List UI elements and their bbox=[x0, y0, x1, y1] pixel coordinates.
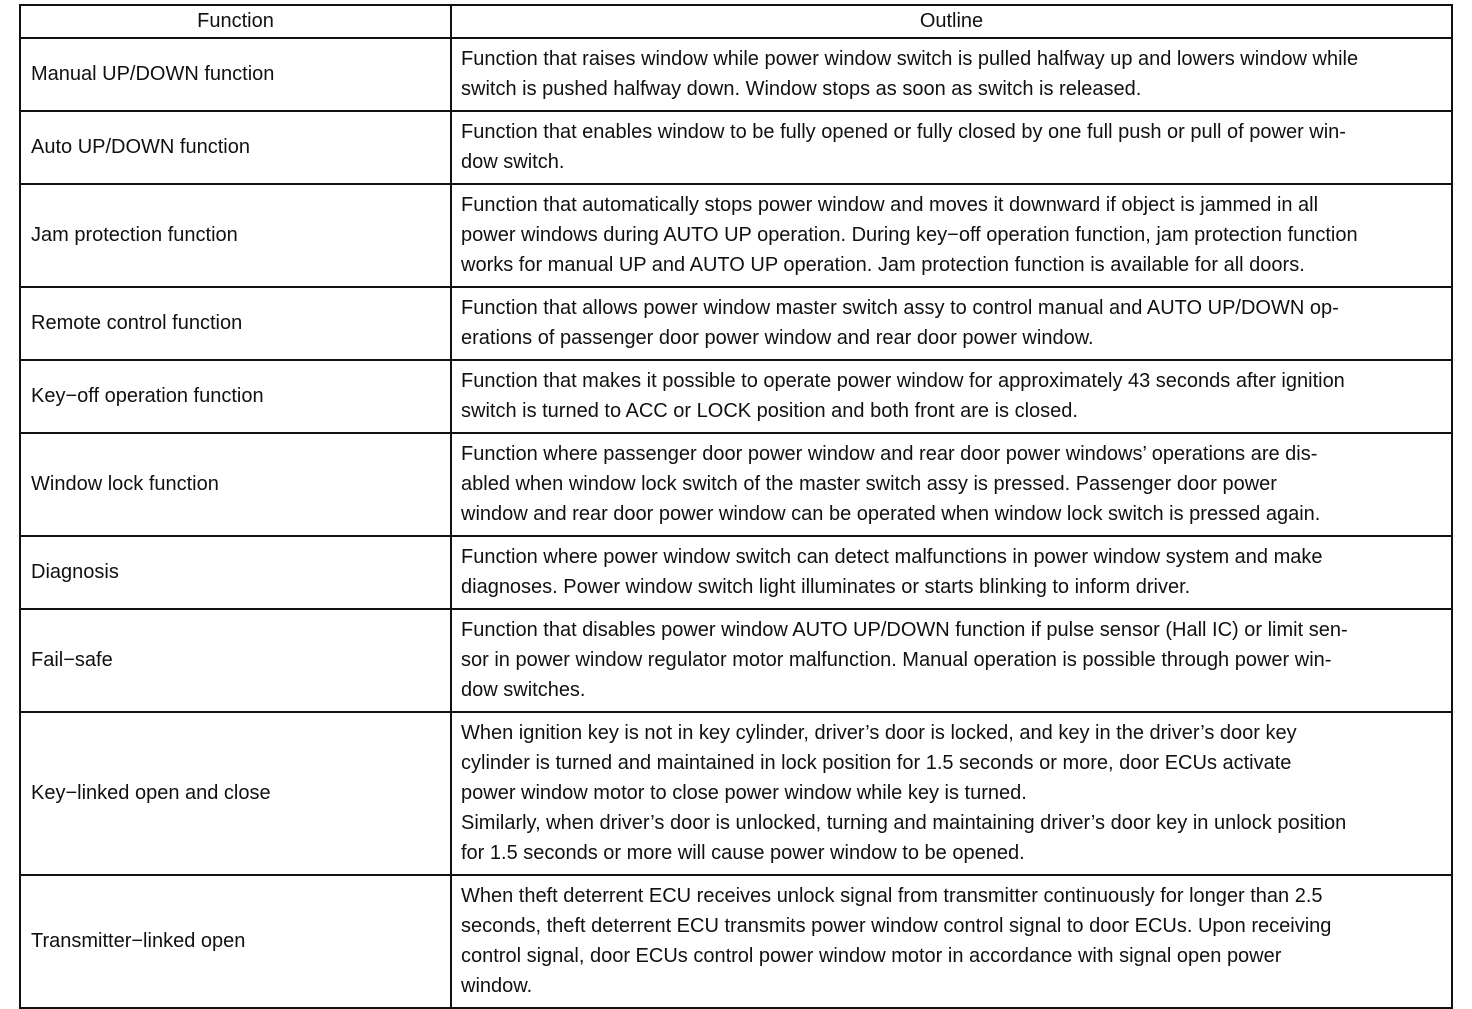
table-row bbox=[20, 287, 1452, 360]
function-cell: Transmitter−linked open bbox=[20, 875, 451, 1008]
function-cell: Jam protection function bbox=[20, 184, 451, 287]
outline-line: diagnoses. Power window switch light illuminates or starts blinking to inform driver. bbox=[461, 576, 1191, 598]
outline-line: power window motor to close power window while key is turned. bbox=[461, 782, 1027, 804]
outline-line: works for manual UP and AUTO UP operation. Jam protection function is available for all doors. bbox=[461, 254, 1305, 276]
outline-line: When ignition key is not in key cylinder, driver’s door is locked, and key in the driver’s door key bbox=[461, 722, 1297, 744]
table-row bbox=[20, 38, 1452, 111]
table-row bbox=[20, 111, 1452, 184]
outline-line: Function that raises window while power window switch is pulled halfway up and lowers window while bbox=[461, 48, 1359, 70]
function-cell: Fail−safe bbox=[20, 609, 451, 712]
outline-line: control signal, door ECUs control power window motor in accordance with signal open power bbox=[461, 945, 1282, 967]
outline-line: erations of passenger door power window and rear door power window. bbox=[461, 327, 1094, 349]
outline-line: sor in power window regulator motor malfunction. Manual operation is possible through power win- bbox=[461, 649, 1332, 671]
outline-cell bbox=[451, 875, 1452, 1008]
table-row bbox=[20, 184, 1452, 287]
table-row bbox=[20, 433, 1452, 536]
function-cell: Key−off operation function bbox=[20, 360, 451, 433]
outline-line: Function that makes it possible to operate power window for approximately 43 seconds after ignition bbox=[461, 370, 1345, 392]
header-row bbox=[20, 5, 1452, 38]
header-function: Function bbox=[20, 5, 451, 38]
function-cell: Key−linked open and close bbox=[20, 712, 451, 875]
outline-line: Similarly, when driver’s door is unlocked, turning and maintaining driver’s door key in unlock position bbox=[461, 812, 1347, 834]
outline-line: switch is pushed halfway down. Window stops as soon as switch is released. bbox=[461, 78, 1142, 100]
function-cell: Manual UP/DOWN function bbox=[20, 38, 451, 111]
outline-line: window and rear door power window can be operated when window lock switch is pressed again. bbox=[461, 503, 1321, 525]
outline-line: When theft deterrent ECU receives unlock signal from transmitter continuously for longer than 2.5 bbox=[461, 885, 1323, 907]
outline-line: Function that allows power window master switch assy to control manual and AUTO UP/DOWN op- bbox=[461, 297, 1339, 319]
function-cell: Diagnosis bbox=[20, 536, 451, 609]
function-cell: Remote control function bbox=[20, 287, 451, 360]
outline-cell bbox=[451, 38, 1452, 111]
outline-cell bbox=[451, 360, 1452, 433]
outline-cell bbox=[451, 712, 1452, 875]
outline-line: Function that automatically stops power window and moves it downward if object is jammed in all bbox=[461, 194, 1319, 216]
outline-line: seconds, theft deterrent ECU transmits power window control signal to door ECUs. Upon receiving bbox=[461, 915, 1332, 937]
outline-line: abled when window lock switch of the master switch assy is pressed. Passenger door power bbox=[461, 473, 1277, 495]
table-row bbox=[20, 536, 1452, 609]
outline-cell bbox=[451, 433, 1452, 536]
outline-line: Function where passenger door power window and rear door power windows’ operations are dis- bbox=[461, 443, 1318, 465]
table-row bbox=[20, 360, 1452, 433]
outline-line: window. bbox=[461, 975, 533, 997]
outline-line: Function where power window switch can detect malfunctions in power window system and make bbox=[461, 546, 1323, 568]
outline-cell bbox=[451, 111, 1452, 184]
outline-line: dow switch. bbox=[461, 151, 565, 173]
outline-cell bbox=[451, 287, 1452, 360]
function-outline-table bbox=[19, 4, 1453, 1009]
function-cell: Window lock function bbox=[20, 433, 451, 536]
outline-cell bbox=[451, 609, 1452, 712]
table-row bbox=[20, 875, 1452, 1008]
table-body bbox=[20, 38, 1452, 1008]
function-cell: Auto UP/DOWN function bbox=[20, 111, 451, 184]
outline-cell bbox=[451, 536, 1452, 609]
table-row bbox=[20, 712, 1452, 875]
table-row bbox=[20, 609, 1452, 712]
outline-line: dow switches. bbox=[461, 679, 586, 701]
outline-line: for 1.5 seconds or more will cause power window to be opened. bbox=[461, 842, 1025, 864]
outline-cell bbox=[451, 184, 1452, 287]
outline-line: cylinder is turned and maintained in lock position for 1.5 seconds or more, door ECUs activate bbox=[461, 752, 1292, 774]
header-outline: Outline bbox=[451, 5, 1452, 38]
outline-line: Function that disables power window AUTO UP/DOWN function if pulse sensor (Hall IC) or limit sen- bbox=[461, 619, 1348, 641]
outline-line: power windows during AUTO UP operation. During key−off operation function, jam protection function bbox=[461, 224, 1358, 246]
outline-line: switch is turned to ACC or LOCK position and both front are is closed. bbox=[461, 400, 1078, 422]
outline-line: Function that enables window to be fully opened or fully closed by one full push or pull of power win- bbox=[461, 121, 1346, 143]
